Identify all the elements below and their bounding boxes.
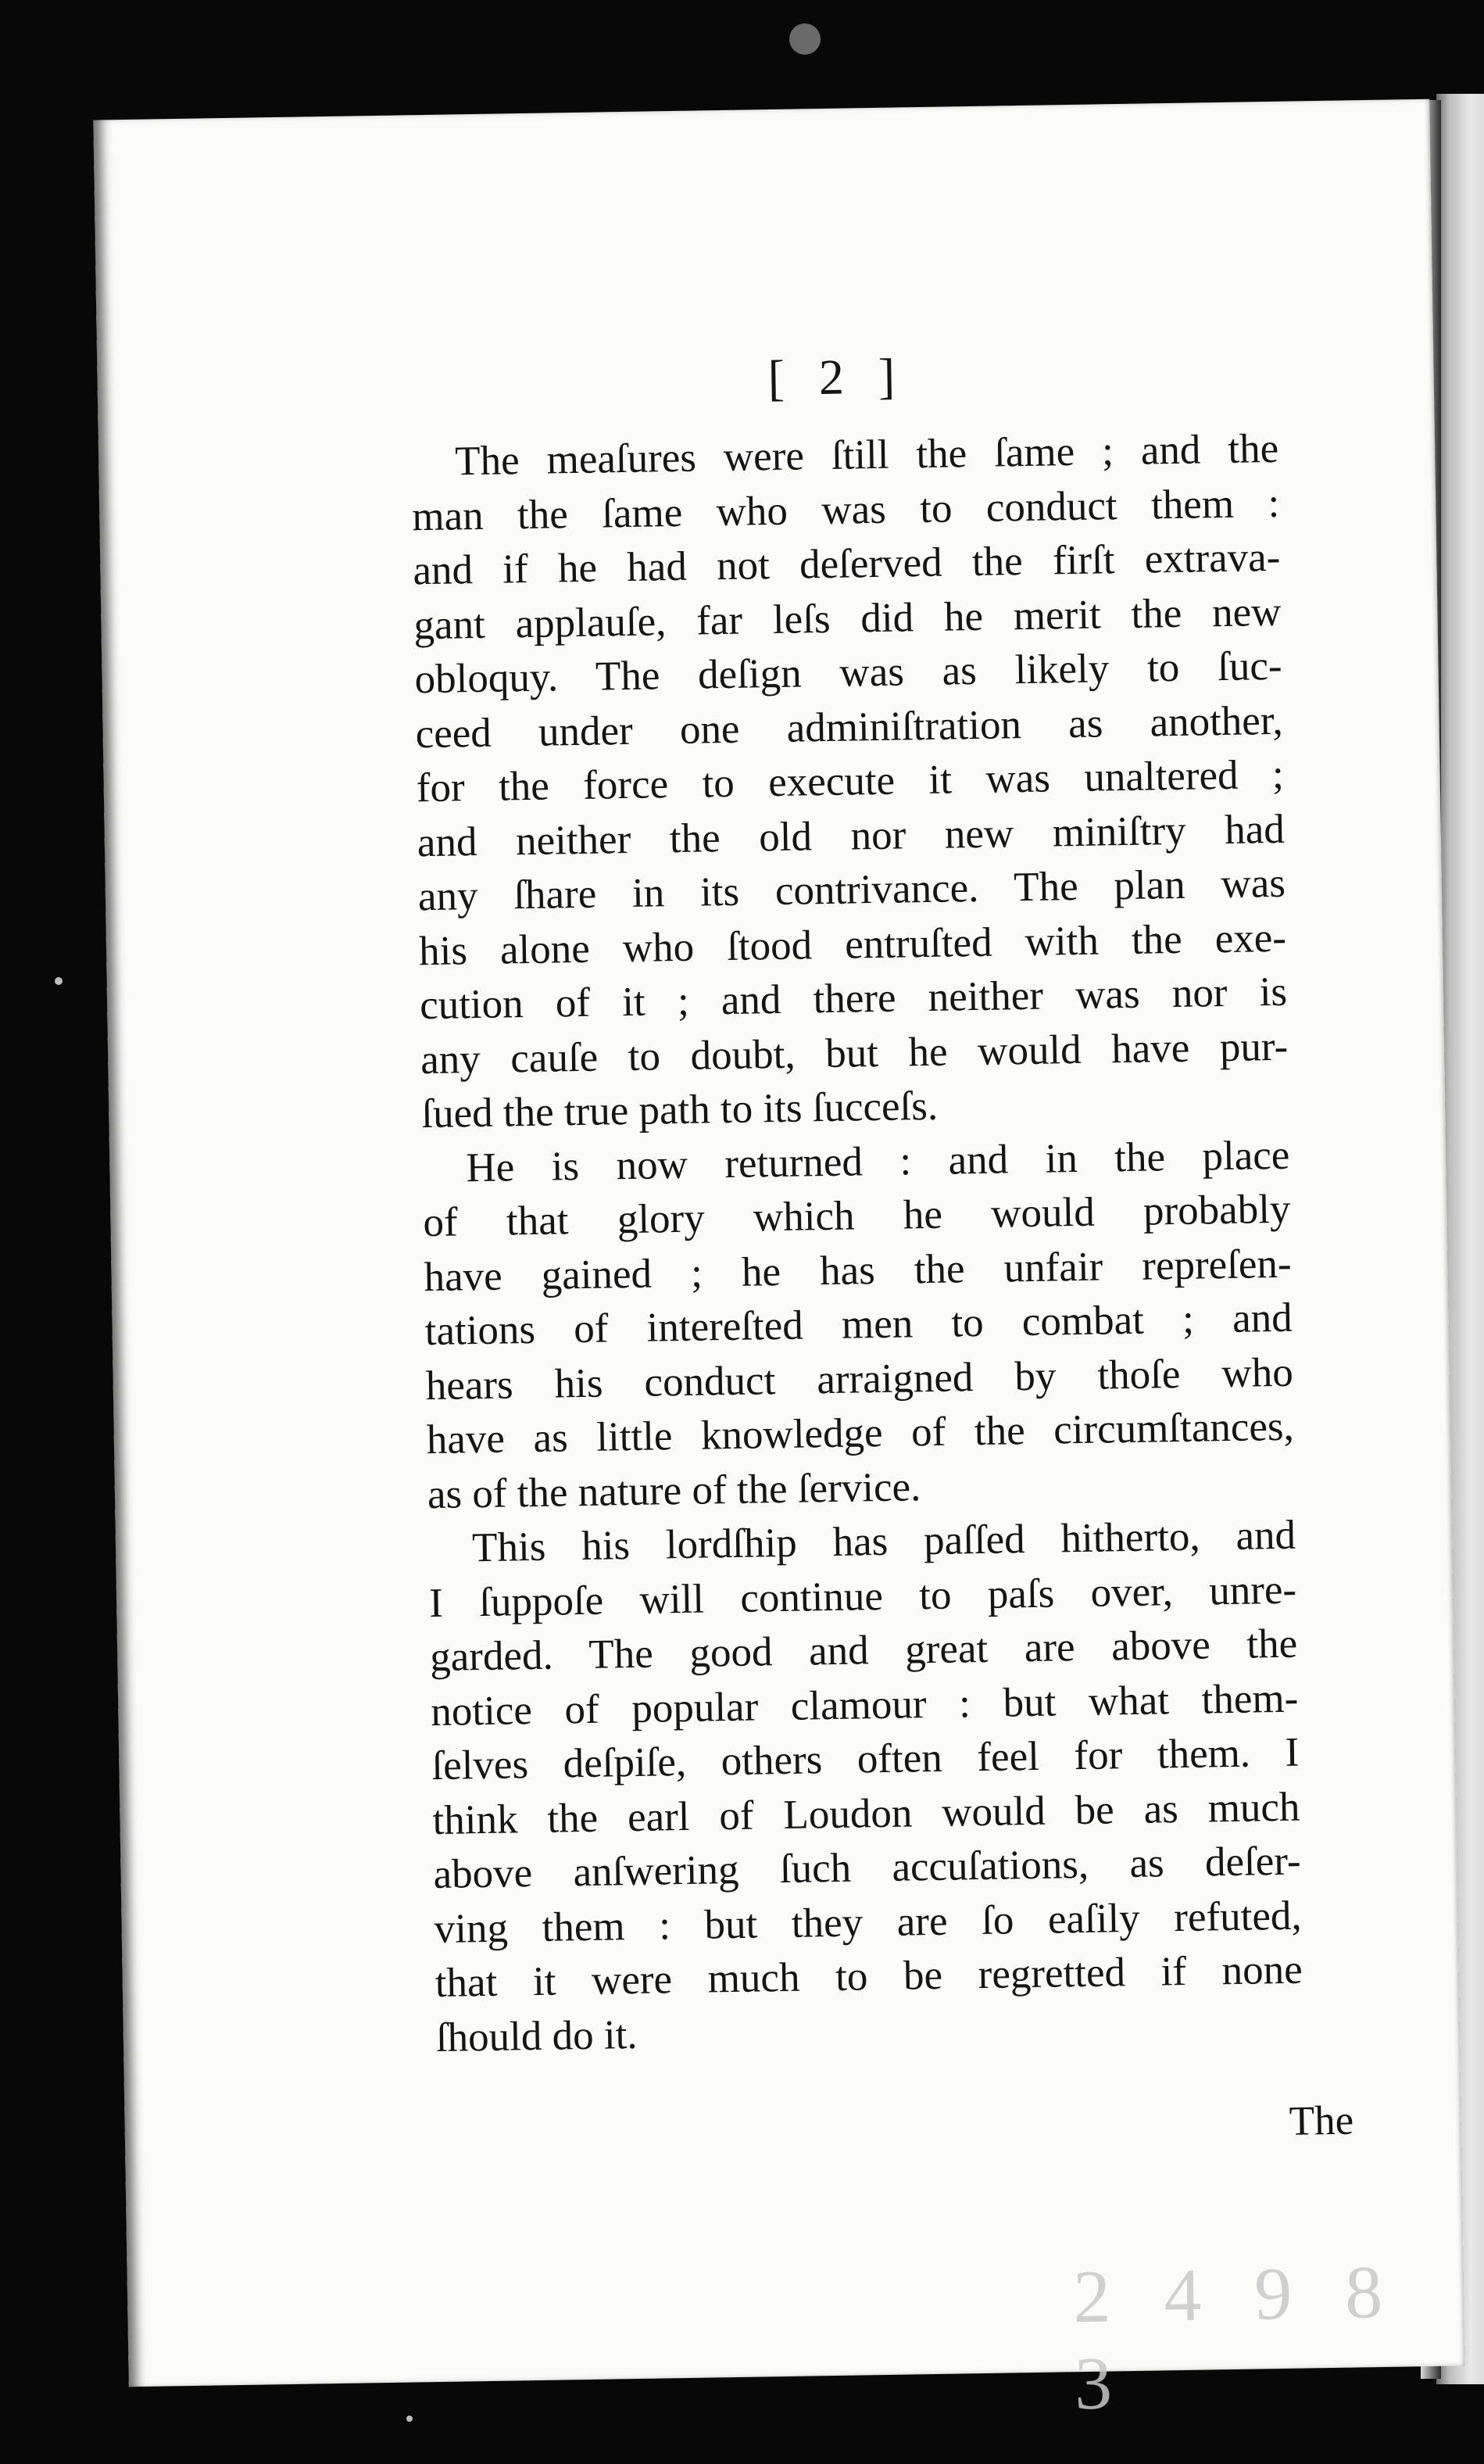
text-line: I ſuppoſe will continue to paſs over, unre- bbox=[428, 1567, 1297, 1626]
text-line: ving them : but they are ſo eaſily refuted, bbox=[434, 1893, 1303, 1952]
text-line: as of the nature of the ſervice. bbox=[427, 1463, 921, 1517]
text-line: and neither the old nor new miniſtry had bbox=[417, 806, 1286, 865]
text-line: ſued the true path to its ſucceſs. bbox=[420, 1083, 939, 1137]
catchword: The bbox=[1289, 2097, 1354, 2144]
body-text bbox=[411, 422, 1304, 2065]
text-line: and if he had not deſerved the firſt extrava- bbox=[412, 534, 1281, 594]
text-line: have gained ; he has the unfair repreſen- bbox=[424, 1241, 1292, 1300]
library-stamp: 2 4 9 8 3 bbox=[1072, 2249, 1401, 2426]
text-line: have as little knowledge of the circumſtances, bbox=[426, 1403, 1295, 1463]
text-line: ſelves deſpiſe, others often feel for them. I bbox=[431, 1729, 1300, 1789]
scan-speck bbox=[55, 977, 63, 985]
book-page bbox=[93, 99, 1464, 2426]
text-line: ſhould do it. bbox=[435, 2011, 638, 2061]
text-line: notice of popular clamour : but what them- bbox=[430, 1675, 1299, 1735]
text-line: that it were much to be regretted if none bbox=[434, 1946, 1303, 2007]
text-line: cution of it ; and there neither was nor is bbox=[419, 969, 1288, 1029]
text-line: his alone who ſtood entruſted with the exe- bbox=[418, 915, 1287, 974]
page-number: [ 2 ] bbox=[767, 348, 906, 406]
text-line: any ſhare in its contrivance. The plan was bbox=[417, 860, 1286, 920]
paragraph-3 bbox=[428, 1509, 1304, 2065]
text-line: man the ſame who was to conduct them : bbox=[411, 480, 1280, 539]
text-line: He is now returned : and in the place bbox=[465, 1132, 1290, 1191]
text-line: any cauſe to doubt, but he would have pur- bbox=[420, 1023, 1289, 1083]
paragraph-2 bbox=[422, 1128, 1296, 1522]
paragraph-1 bbox=[411, 422, 1289, 1142]
text-line: hears his conduct arraigned by thoſe who bbox=[425, 1349, 1294, 1409]
text-line: This his lordſhip has paſſed hitherto, and bbox=[471, 1512, 1296, 1571]
text-line: The meaſures were ſtill the ſame ; and the bbox=[454, 425, 1279, 485]
text-line: gant applauſe, far leſs did he merit the new bbox=[413, 589, 1282, 648]
text-line: above anſwering ſuch accuſations, as deſer- bbox=[433, 1838, 1301, 1898]
text-line: think the earl of Loudon would be as much bbox=[432, 1784, 1300, 1843]
text-line: tations of intereſted men to combat ; and bbox=[424, 1295, 1293, 1355]
text-line: for the force to execute it was unaltered ; bbox=[416, 751, 1285, 811]
scan-speck bbox=[789, 23, 821, 55]
text-line: obloquy. The deſign was as likely to ſuc- bbox=[414, 643, 1282, 703]
text-line: of that glory which he would probably bbox=[423, 1186, 1291, 1246]
text-line: garded. The good and great are above the bbox=[429, 1621, 1298, 1681]
scan-speck bbox=[406, 2416, 413, 2422]
text-line: ceed under one adminiſtration as another, bbox=[415, 697, 1284, 757]
